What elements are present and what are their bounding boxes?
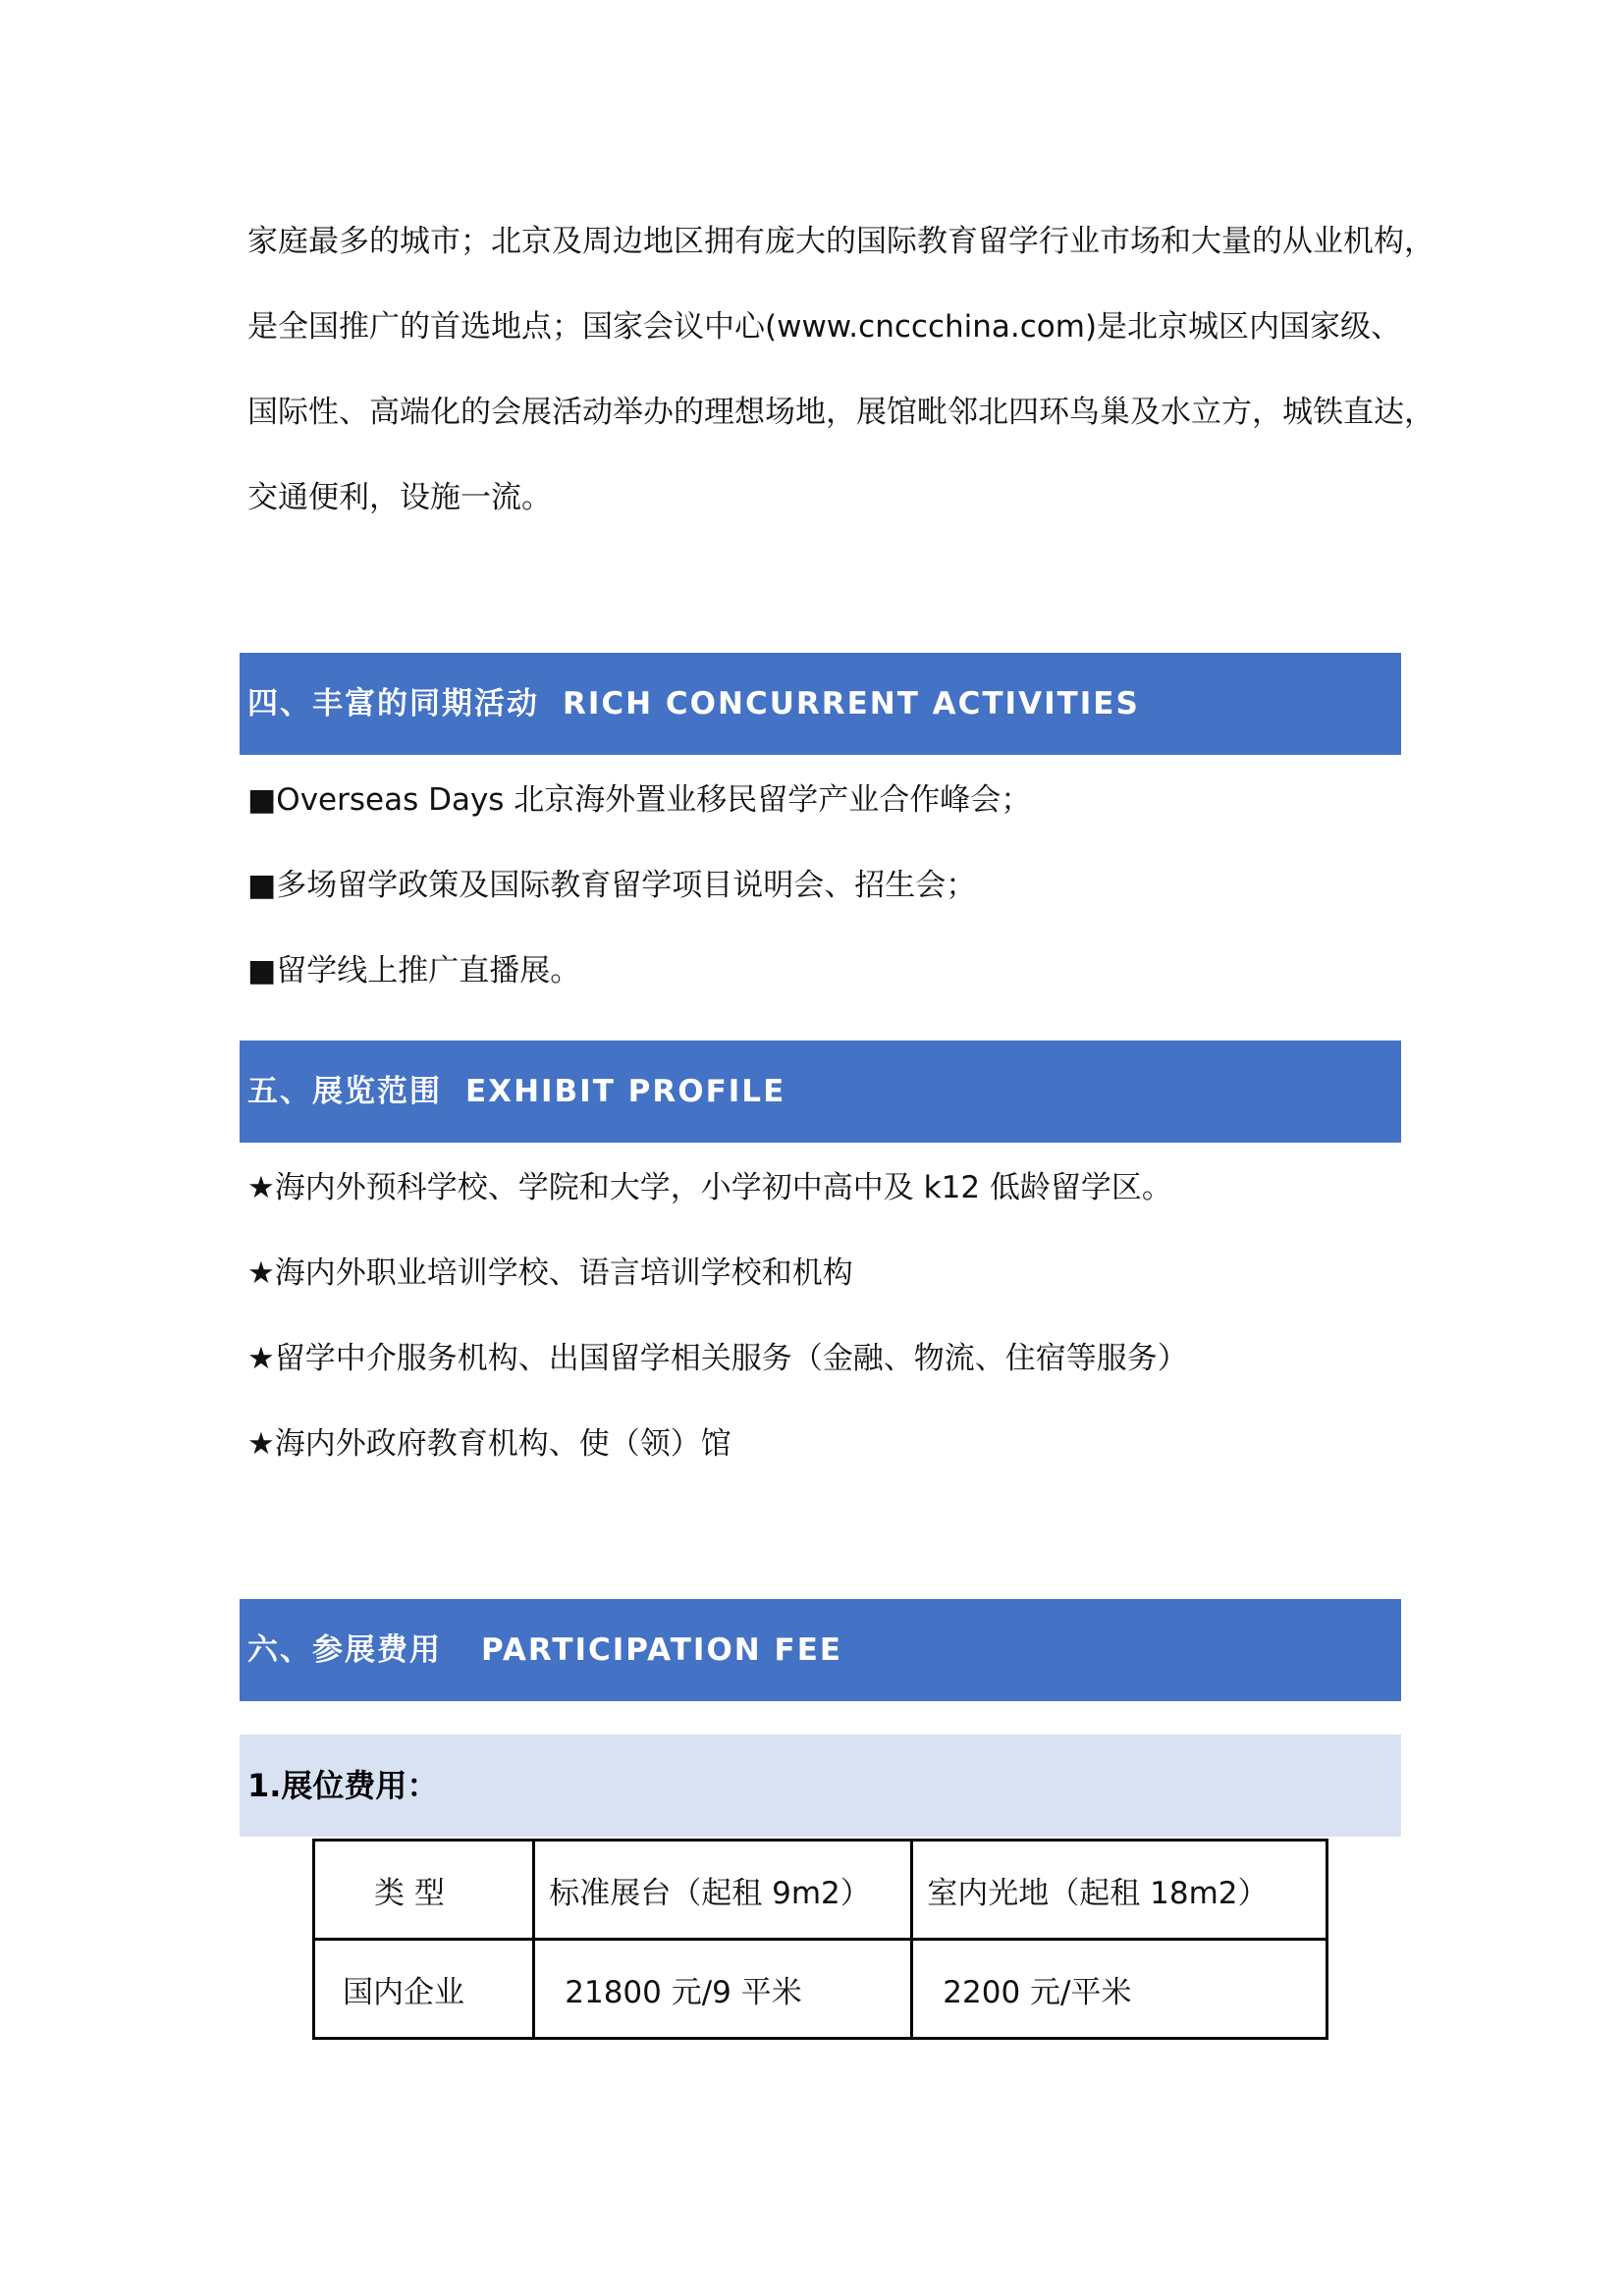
intro-line-4: 交通便利，设施一流。 [247, 480, 552, 515]
profile-item-2: ★海内外职业培训学校、语言培训学校和机构 [247, 1255, 853, 1291]
profile-item-3: ★留学中介服务机构、出国留学相关服务（金融、物流、住宿等服务） [247, 1341, 1188, 1376]
table-header-row [314, 1841, 1327, 1940]
activity-item-2: ■多场留学政策及国际教育留学项目说明会、招生会； [247, 868, 977, 903]
table-header-cell: 标准展台（起租 9m2） [534, 1841, 912, 1940]
section-6-title-cn: 六、参展费用 [247, 1632, 442, 1668]
table-row [314, 1940, 1327, 2039]
table-cell: 2200 元/平米 [912, 1940, 1327, 2039]
table-header-cell: 室内光地（起租 18m2） [912, 1841, 1327, 1940]
profile-item-1: ★海内外预科学校、学院和大学，小学初中高中及 k12 低龄留学区。 [247, 1170, 1172, 1205]
section-4-title-cn: 四、丰富的同期活动 [247, 686, 539, 721]
section-5-title-en: EXHIBIT PROFILE [465, 1074, 786, 1109]
section-4-title-en: RICH CONCURRENT ACTIVITIES [563, 686, 1140, 721]
intro-line-2: 是全国推广的首选地点；国家会议中心(www.cnccchina.com)是北京城区内国家级、 [247, 309, 1402, 345]
intro-line-1: 家庭最多的城市；北京及周边地区拥有庞大的国际教育留学行业市场和大量的从业机构， [247, 224, 1435, 259]
table-cell: 国内企业 [314, 1940, 534, 2039]
profile-item-4: ★海内外政府教育机构、使（领）馆 [247, 1426, 731, 1462]
section-4-heading [240, 653, 1401, 755]
activity-item-3: ■留学线上推广直播展。 [247, 953, 581, 988]
intro-line-3: 国际性、高端化的会展活动举办的理想场地，展馆毗邻北四环鸟巢及水立方，城铁直达， [247, 395, 1435, 430]
booth-fee-table [312, 1839, 1328, 2040]
table-header-cell: 类 型 [314, 1841, 534, 1940]
table-cell: 21800 元/9 平米 [534, 1940, 912, 2039]
section-6-title-en: PARTICIPATION FEE [481, 1632, 843, 1668]
activity-item-1: ■Overseas Days 北京海外置业移民留学产业合作峰会； [247, 782, 1032, 818]
section-5-title-cn: 五、展览范围 [247, 1074, 442, 1109]
section-6-heading [240, 1599, 1401, 1701]
section-5-heading [240, 1041, 1401, 1143]
booth-fee-subheading: 1.展位费用： [240, 1735, 1401, 1837]
